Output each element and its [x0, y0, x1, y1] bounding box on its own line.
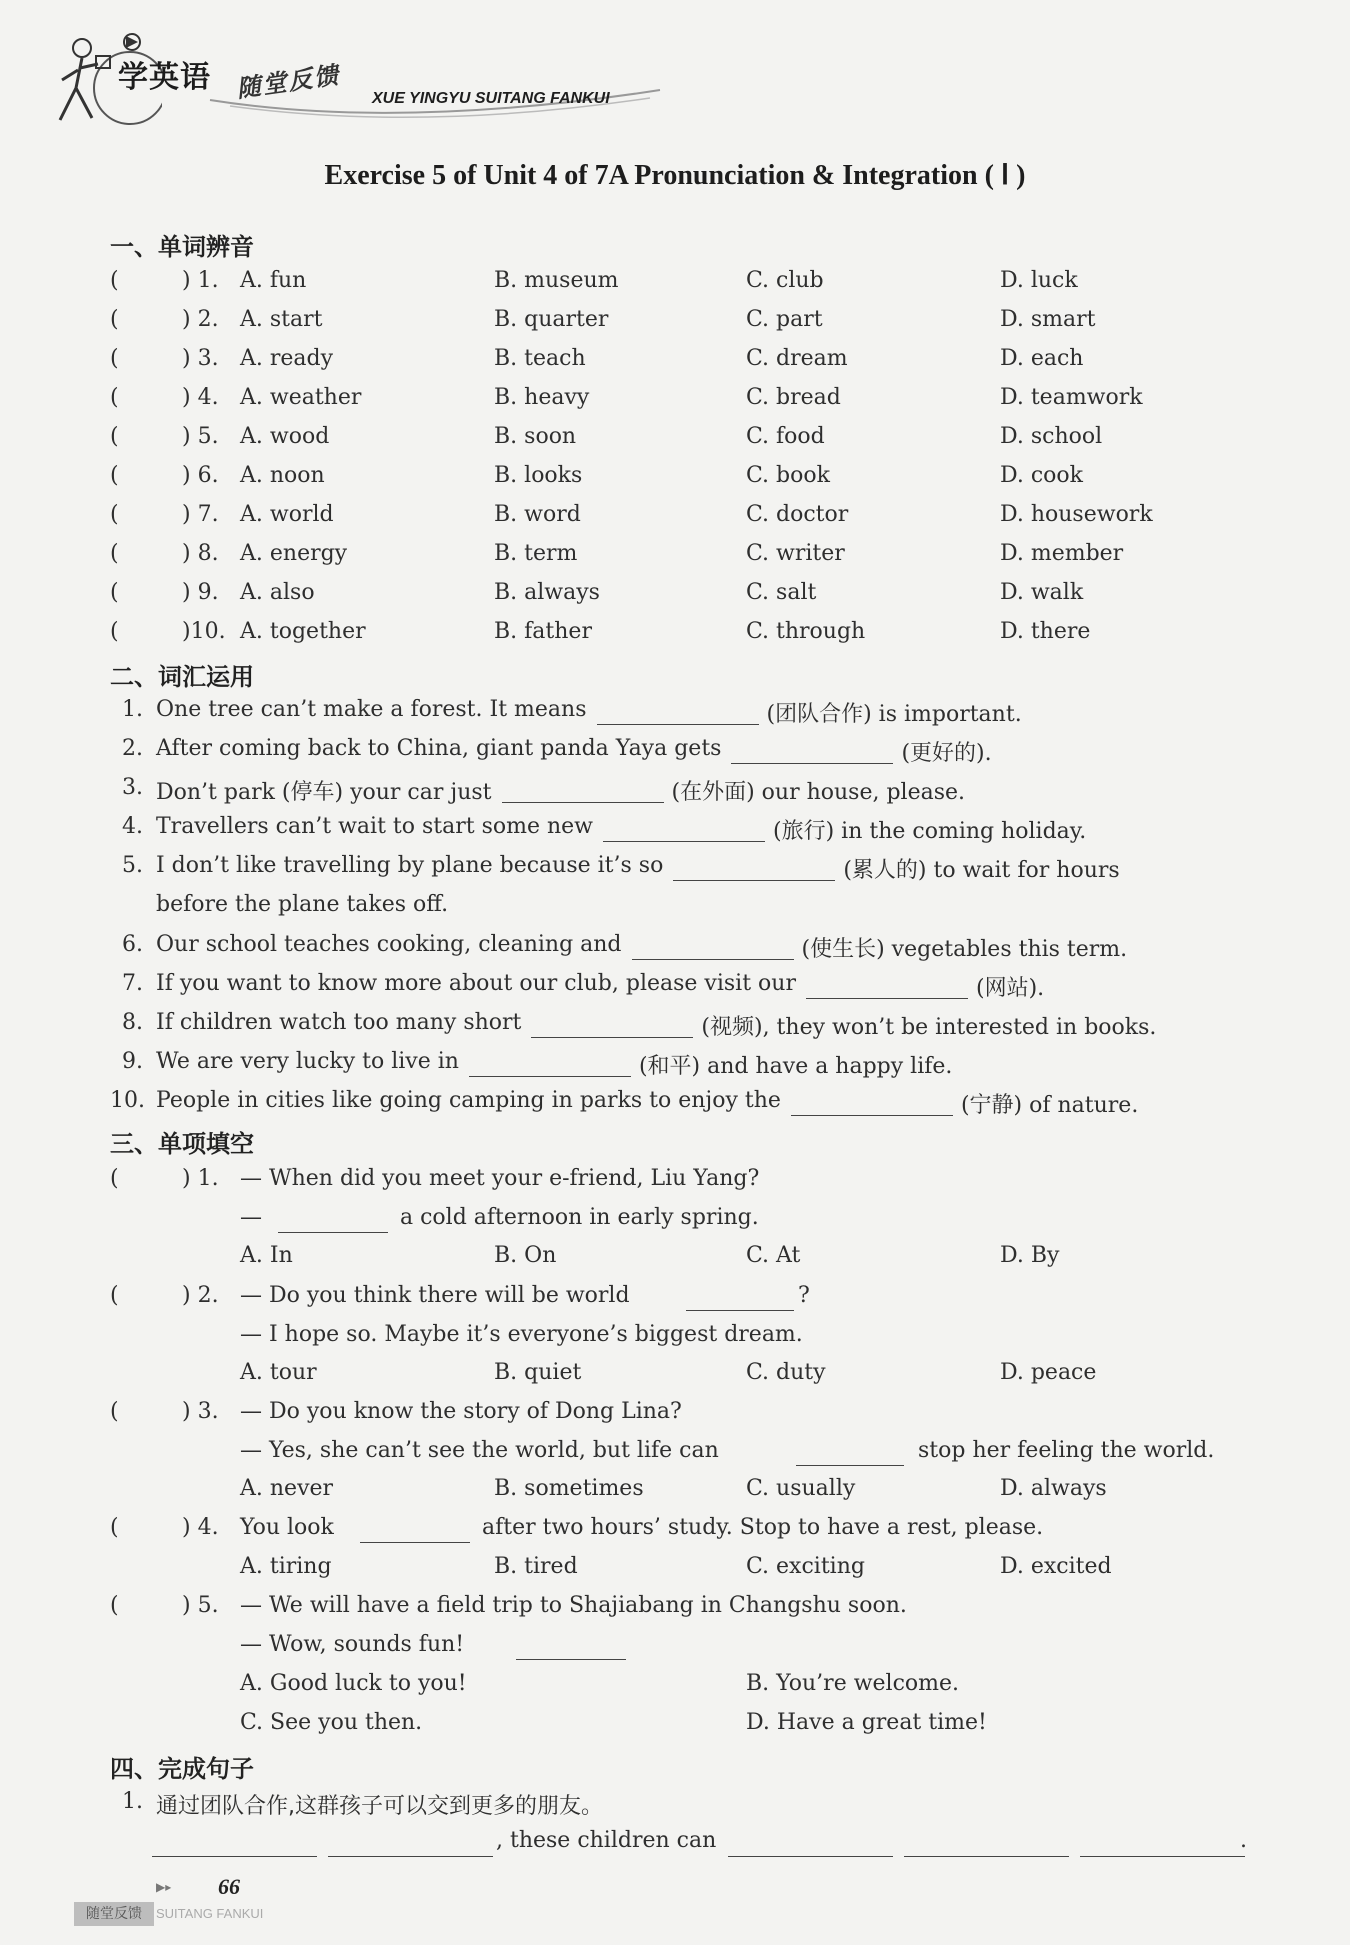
s2-answer-blank[interactable] — [469, 1076, 631, 1077]
s2-answer-blank[interactable] — [502, 802, 664, 803]
s1-option-c: C. salt — [746, 580, 817, 605]
s4-blank-5[interactable] — [1080, 1856, 1245, 1857]
s2-item-hint: (和平) and have a happy life. — [638, 1054, 953, 1079]
s2-item-hint: (累人的) to wait for hours — [843, 858, 1120, 883]
s1-answer-bracket[interactable]: ( — [110, 619, 168, 644]
s4-item1-chinese: 通过团队合作,这群孩子可以交到更多的朋友。 — [156, 1794, 603, 1819]
s1-option-b: B. soon — [494, 424, 577, 449]
s1-option-a: A. world — [240, 502, 334, 527]
q4-number: ) 4. — [182, 1515, 219, 1540]
q2-blank[interactable] — [686, 1310, 794, 1311]
q1-option-a: A. In — [240, 1243, 293, 1268]
s1-answer-bracket[interactable]: ( — [110, 424, 168, 449]
s2-item-number: 9. — [122, 1049, 143, 1074]
q3-blank[interactable] — [796, 1465, 904, 1466]
s1-answer-bracket[interactable]: ( — [110, 307, 168, 332]
s1-option-c: C. club — [746, 268, 824, 293]
s2-item-number: 3. — [122, 775, 143, 800]
q5-blank[interactable] — [516, 1659, 626, 1660]
s2-item-number: 2. — [122, 736, 143, 761]
s2-answer-blank[interactable] — [731, 763, 893, 764]
header-pinyin: XUE YINGYU SUITANG FANKUI — [372, 90, 610, 107]
s4-blank-1[interactable] — [152, 1856, 317, 1857]
s1-answer-bracket[interactable]: ( — [110, 268, 168, 293]
footer-badge: 随堂反馈 — [74, 1902, 154, 1926]
s1-option-b: B. word — [494, 502, 581, 527]
q2-question: — Do you think there will be world — [240, 1283, 630, 1308]
s1-answer-bracket[interactable]: ( — [110, 463, 168, 488]
s2-item-hint: (使生长) vegetables this term. — [801, 937, 1128, 962]
s2-item-hint: (团队合作) is important. — [766, 702, 1022, 727]
s2-item-text: After coming back to China, giant panda Yaya gets — [156, 736, 722, 761]
header-subtitle: 随堂反馈 — [234, 60, 342, 104]
s2-item-hint: (网站). — [975, 976, 1045, 1001]
s1-option-a: A. energy — [240, 541, 348, 566]
s1-option-c: C. dream — [746, 346, 848, 371]
q4-question: You look — [240, 1515, 334, 1540]
s2-answer-blank[interactable] — [632, 959, 794, 960]
q3-answer-bracket[interactable]: ( — [110, 1399, 168, 1424]
section4-heading: 四、完成句子 — [110, 1755, 254, 1783]
q5-option-d: D. Have a great time! — [746, 1710, 987, 1735]
s1-option-c: C. part — [746, 307, 823, 332]
q2-option-c: C. duty — [746, 1360, 826, 1385]
s1-question-number: ) 4. — [182, 385, 219, 410]
s2-item-text: One tree can’t make a forest. It means — [156, 697, 587, 722]
footer-badge-en: SUITANG FANKUI — [156, 1906, 264, 1921]
s1-option-a: A. fun — [240, 268, 307, 293]
s4-item1-end: . — [1240, 1828, 1247, 1853]
s2-item-text: Don’t park (停车) your car just — [156, 780, 492, 805]
q3-option-c: C. usually — [746, 1476, 856, 1501]
q2-number: ) 2. — [182, 1283, 219, 1308]
q3-line2-end: stop her feeling the world. — [918, 1438, 1215, 1463]
s1-option-a: A. start — [240, 307, 323, 332]
s1-option-b: B. always — [494, 580, 600, 605]
s1-option-c: C. through — [746, 619, 866, 644]
s4-item1-number: 1. — [122, 1789, 143, 1814]
s2-item-text: I don’t like travelling by plane because it’s so — [156, 853, 664, 878]
q4-question-end: after two hours’ study. Stop to have a rest, please. — [482, 1515, 1044, 1540]
s2-answer-blank[interactable] — [673, 880, 835, 881]
q2-option-d: D. peace — [1000, 1360, 1097, 1385]
section3-heading: 三、单项填空 — [110, 1130, 254, 1158]
s1-answer-bracket[interactable]: ( — [110, 346, 168, 371]
s1-option-d: D. there — [1000, 619, 1091, 644]
q4-option-b: B. tired — [494, 1554, 578, 1579]
s2-item-number: 5. — [122, 853, 143, 878]
s1-option-d: D. cook — [1000, 463, 1083, 488]
s1-answer-bracket[interactable]: ( — [110, 580, 168, 605]
s1-question-number: ) 8. — [182, 541, 219, 566]
q2-question-end: ? — [798, 1283, 810, 1308]
s2-answer-blank[interactable] — [806, 998, 968, 999]
s1-question-number: ) 2. — [182, 307, 219, 332]
q5-option-c: C. See you then. — [240, 1710, 423, 1735]
q3-option-a: A. never — [240, 1476, 334, 1501]
s1-option-a: A. also — [240, 580, 315, 605]
s1-option-a: A. weather — [240, 385, 362, 410]
s1-question-number: ) 5. — [182, 424, 219, 449]
q4-option-a: A. tiring — [240, 1554, 332, 1579]
s4-blank-4[interactable] — [904, 1856, 1069, 1857]
s1-option-a: A. wood — [240, 424, 330, 449]
section2-heading: 二、词汇运用 — [110, 663, 254, 691]
q1-option-c: C. At — [746, 1243, 801, 1268]
s2-item-number: 1. — [122, 697, 143, 722]
q1-answer-bracket[interactable]: ( — [110, 1166, 168, 1191]
s1-option-c: C. doctor — [746, 502, 849, 527]
q3-line2: — Yes, she can’t see the world, but life can — [240, 1438, 719, 1463]
s2-item-continuation: before the plane takes off. — [156, 892, 449, 917]
s1-option-c: C. book — [746, 463, 830, 488]
q3-number: ) 3. — [182, 1399, 219, 1424]
s2-item-number: 10. — [110, 1088, 145, 1113]
q5-option-b: B. You’re welcome. — [746, 1671, 960, 1696]
s1-option-b: B. term — [494, 541, 578, 566]
s2-answer-blank[interactable] — [597, 724, 759, 725]
q1-number: ) 1. — [182, 1166, 219, 1191]
s4-blank-3[interactable] — [728, 1856, 893, 1857]
s1-option-d: D. school — [1000, 424, 1103, 449]
s1-option-c: C. food — [746, 424, 825, 449]
s1-question-number: )10. — [182, 619, 226, 644]
s1-option-b: B. heavy — [494, 385, 590, 410]
q2-option-a: A. tour — [240, 1360, 317, 1385]
s2-item-text: Travellers can’t wait to start some new — [156, 814, 594, 839]
s1-option-d: D. luck — [1000, 268, 1078, 293]
s2-item-text: We are very lucky to live in — [156, 1049, 459, 1074]
q5-question: — We will have a field trip to Shajiabang in Changshu soon. — [240, 1593, 907, 1618]
page-number: 66 — [218, 1874, 240, 1899]
s4-item1-middle: , these children can — [496, 1828, 717, 1853]
s1-option-d: D. member — [1000, 541, 1124, 566]
s1-option-a: A. together — [240, 619, 366, 644]
s1-option-d: D. housework — [1000, 502, 1153, 527]
s1-question-number: ) 1. — [182, 268, 219, 293]
q2-option-b: B. quiet — [494, 1360, 582, 1385]
s2-item-hint: (更好的). — [901, 741, 992, 766]
s2-item-number: 7. — [122, 971, 143, 996]
s2-answer-blank[interactable] — [791, 1115, 953, 1116]
q5-line2: — Wow, sounds fun! — [240, 1632, 465, 1657]
s2-item-hint: (在外面) our house, please. — [671, 780, 966, 805]
q2-answer-bracket[interactable]: ( — [110, 1283, 168, 1308]
s1-option-b: B. museum — [494, 268, 619, 293]
s2-item-text: Our school teaches cooking, cleaning and — [156, 932, 622, 957]
s1-question-number: ) 7. — [182, 502, 219, 527]
s2-item-hint: (旅行) in the coming holiday. — [773, 819, 1087, 844]
s1-question-number: ) 3. — [182, 346, 219, 371]
s1-option-d: D. each — [1000, 346, 1084, 371]
s2-item-text: If children watch too many short — [156, 1010, 522, 1035]
s2-answer-blank[interactable] — [603, 841, 765, 842]
q1-dash: — — [240, 1205, 262, 1230]
s1-answer-bracket[interactable]: ( — [110, 541, 168, 566]
q3-option-b: B. sometimes — [494, 1476, 644, 1501]
s1-answer-bracket[interactable]: ( — [110, 502, 168, 527]
s1-option-d: D. smart — [1000, 307, 1096, 332]
header-title: 学英语 — [118, 60, 211, 95]
q4-blank[interactable] — [360, 1542, 470, 1543]
q1-line2: a cold afternoon in early spring. — [400, 1205, 759, 1230]
s2-item-number: 8. — [122, 1010, 143, 1035]
q1-option-b: B. On — [494, 1243, 557, 1268]
q3-question: — Do you know the story of Dong Lina? — [240, 1399, 682, 1424]
s1-option-b: B. teach — [494, 346, 586, 371]
s2-item-number: 4. — [122, 814, 143, 839]
s1-option-a: A. ready — [240, 346, 334, 371]
s4-blank-2[interactable] — [328, 1856, 493, 1857]
q2-line2: — I hope so. Maybe it’s everyone’s biggest dream. — [240, 1322, 803, 1347]
s1-option-b: B. looks — [494, 463, 583, 488]
s1-question-number: ) 6. — [182, 463, 219, 488]
s2-answer-blank[interactable] — [531, 1037, 693, 1038]
s1-question-number: ) 9. — [182, 580, 219, 605]
s1-option-d: D. teamwork — [1000, 385, 1143, 410]
footer-arrow-icon: ▶▸ — [156, 1880, 172, 1894]
s2-item-hint: (宁静) of nature. — [960, 1093, 1139, 1118]
s2-item-text: If you want to know more about our club, please visit our — [156, 971, 796, 996]
q4-option-d: D. excited — [1000, 1554, 1112, 1579]
q1-option-d: D. By — [1000, 1243, 1060, 1268]
s1-option-b: B. quarter — [494, 307, 609, 332]
s1-option-b: B. father — [494, 619, 592, 644]
q1-question: — When did you meet your e-friend, Liu Yang? — [240, 1166, 760, 1191]
s1-option-a: A. noon — [240, 463, 325, 488]
q5-option-a: A. Good luck to you! — [240, 1671, 467, 1696]
q1-blank[interactable] — [278, 1232, 388, 1233]
s1-answer-bracket[interactable]: ( — [110, 385, 168, 410]
s1-option-c: C. bread — [746, 385, 841, 410]
s2-item-hint: (视频), they won’t be interested in books. — [701, 1015, 1157, 1040]
section1-heading: 一、单词辨音 — [110, 233, 254, 261]
q4-option-c: C. exciting — [746, 1554, 865, 1579]
exercise-title: Exercise 5 of Unit 4 of 7A Pronunciation & Integration ( Ⅰ ) — [324, 160, 1026, 191]
q3-option-d: D. always — [1000, 1476, 1107, 1501]
s2-item-number: 6. — [122, 932, 143, 957]
s1-option-c: C. writer — [746, 541, 845, 566]
s1-option-d: D. walk — [1000, 580, 1084, 605]
s2-item-text: People in cities like going camping in parks to enjoy the — [156, 1088, 781, 1113]
q5-number: ) 5. — [182, 1593, 219, 1618]
q4-answer-bracket[interactable]: ( — [110, 1515, 168, 1540]
q5-answer-bracket[interactable]: ( — [110, 1593, 168, 1618]
